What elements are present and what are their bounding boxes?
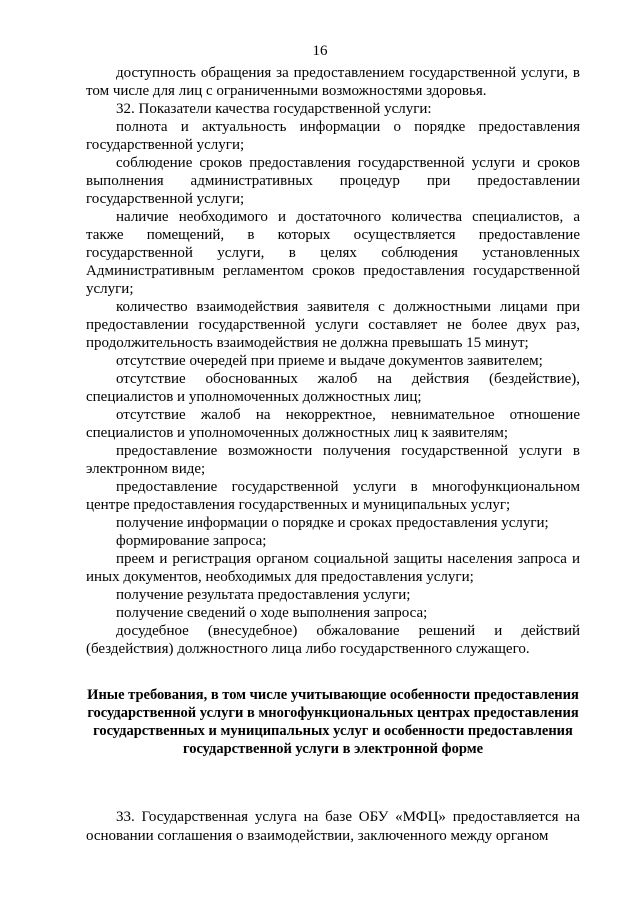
paragraph-completeness: полнота и актуальность информации о порядке предоставления государственной услуги;	[86, 119, 580, 153]
paragraph-33: 33. Государственная услуга на базе ОБУ «МФЦ» предоставляется на основании соглашения о взаимодействии, заключенного между органом	[86, 809, 580, 844]
paragraph-info: получение информации о порядке и сроках предоставления услуги;	[116, 515, 549, 531]
body-text	[86, 64, 580, 658]
paragraph-32-title: 32. Показатели качества государственной услуги:	[116, 101, 432, 117]
paragraph-accessibility: доступность обращения за предоставлением государственной услуги, в том числе для лиц с ограниченными возможностями здоровья.	[86, 65, 580, 99]
paragraph-mfc: предоставление государственной услуги в многофункциональном центре предоставления государственных и муниципальных услуг;	[86, 479, 580, 513]
paragraph-appeal: досудебное (внесудебное) обжалование решений и действий (бездействия) должностного лица либо государственного служащего.	[86, 623, 580, 657]
paragraph-interaction-count: количество взаимодействия заявителя с должностными лицами при предоставлении государственной услуги составляет не более двух раз, продолжительность взаимодействия не должна превышать 15 минут;	[86, 299, 580, 351]
paragraph-result: получение результата предоставления услуги;	[116, 587, 411, 603]
paragraph-request-forming: формирование запроса;	[116, 533, 267, 549]
page-number: 16	[312, 43, 328, 59]
paragraph-status: получение сведений о ходе выполнения запроса;	[116, 605, 428, 621]
paragraph-no-queues: отсутствие очередей при приеме и выдаче документов заявителем;	[116, 353, 543, 369]
paragraph-deadlines: соблюдение сроков предоставления государственной услуги и сроков выполнения административных процедур при предоставлении государственной услуги;	[86, 155, 580, 207]
paragraph-no-incorrect-attitude: отсутствие жалоб на некорректное, невнимательное отношение специалистов и уполномоченных должностных лиц к заявителям;	[86, 407, 580, 441]
paragraph-no-justified-complaints: отсутствие обоснованных жалоб на действия (бездействие), специалистов и уполномоченных должностных лиц;	[86, 371, 580, 405]
paragraph-registration: преем и регистрация органом социальной защиты населения запроса и иных документов, необходимых для предоставления услуги;	[86, 551, 580, 585]
section-heading: Иные требования, в том числе учитывающие особенности предоставления государственной услуги в многофункциональных центрах предоставления государственных и муниципальных услуг и особенности предоставления государственной услуги в электронной форме	[87, 687, 579, 757]
paragraph-specialists: наличие необходимого и достаточного количества специалистов, а также помещений, в которых осуществляется предоставление государственной услуги, в целях соблюдения установленных Административным регламентом сроков предоставления государственной услуги;	[86, 209, 580, 297]
paragraph-electronic: предоставление возможности получения государственной услуги в электронном виде;	[86, 443, 580, 477]
